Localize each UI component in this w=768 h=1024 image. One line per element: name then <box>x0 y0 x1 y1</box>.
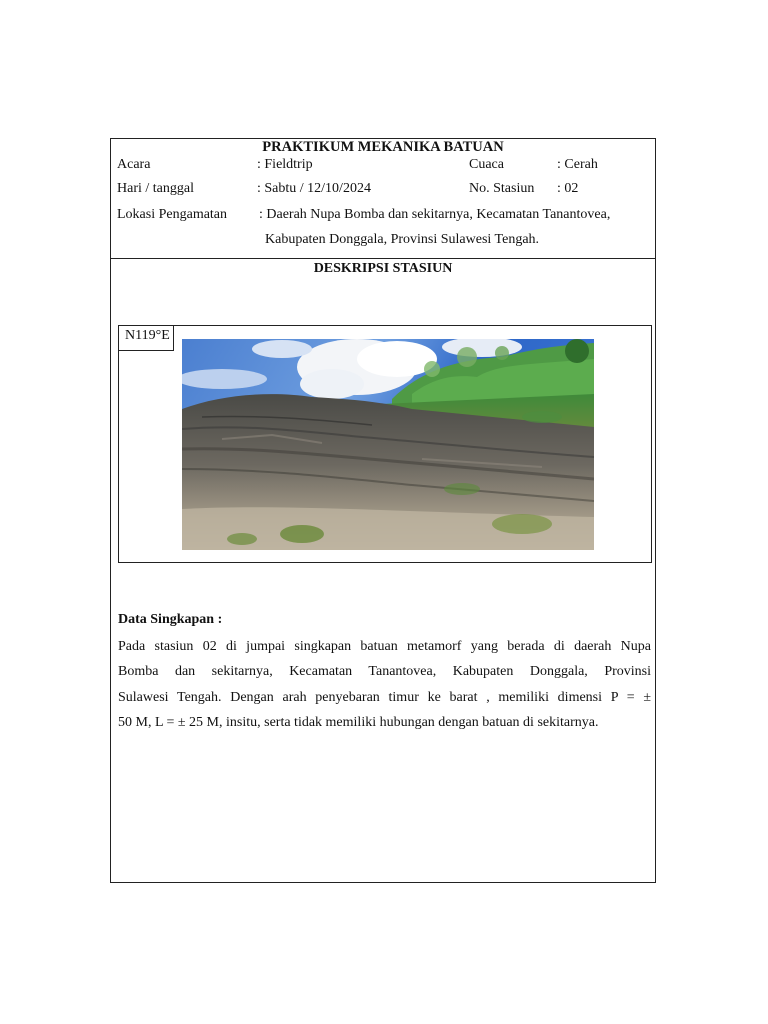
data-paragraph <box>118 634 651 735</box>
hari-tanggal-label: Hari / tanggal <box>117 181 194 196</box>
stasiun-value: : 02 <box>557 181 579 196</box>
lokasi-label: Lokasi Pengamatan <box>117 207 228 222</box>
acara-value: : Fieldtrip <box>257 157 313 172</box>
paragraph-line: Sulawesi Tengah. Dengan arah penyebaran timur ke barat , memiliki dimensi P = ± <box>118 689 651 705</box>
hari-tanggal-value: : Sabtu / 12/10/2024 <box>257 181 371 196</box>
paragraph-line: Bomba dan sekitarnya, Kecamatan Tanantovea, Kabupaten Donggala, Provinsi <box>118 664 651 680</box>
section-title: DESKRIPSI STASIUN <box>313 261 453 276</box>
cuaca-value: : Cerah <box>557 157 598 172</box>
stasiun-label: No. Stasiun <box>469 181 535 196</box>
observation-sheet <box>110 138 656 883</box>
photo-frame <box>118 325 652 563</box>
data-heading: Data Singkapan : <box>118 612 223 627</box>
lokasi-value-line2: Kabupaten Donggala, Provinsi Sulawesi Tengah. <box>265 232 540 247</box>
lokasi-value-line1: : Daerah Nupa Bomba dan sekitarnya, Kecamatan Tanantovea, <box>259 207 611 222</box>
orientation-label: N119°E <box>119 326 174 351</box>
outcrop-photo <box>182 339 594 550</box>
sheet-header <box>111 139 655 259</box>
document-title: PRAKTIKUM MEKANIKA BATUAN <box>262 139 504 155</box>
cuaca-label: Cuaca <box>469 157 504 172</box>
paragraph-line: 50 M, L = ± 25 M, insitu, serta tidak memiliki hubungan dengan batuan di sekitarnya. <box>118 714 599 730</box>
acara-label: Acara <box>117 157 151 172</box>
paragraph-line: Pada stasiun 02 di jumpai singkapan batuan metamorf yang berada di daerah Nupa <box>118 639 651 654</box>
